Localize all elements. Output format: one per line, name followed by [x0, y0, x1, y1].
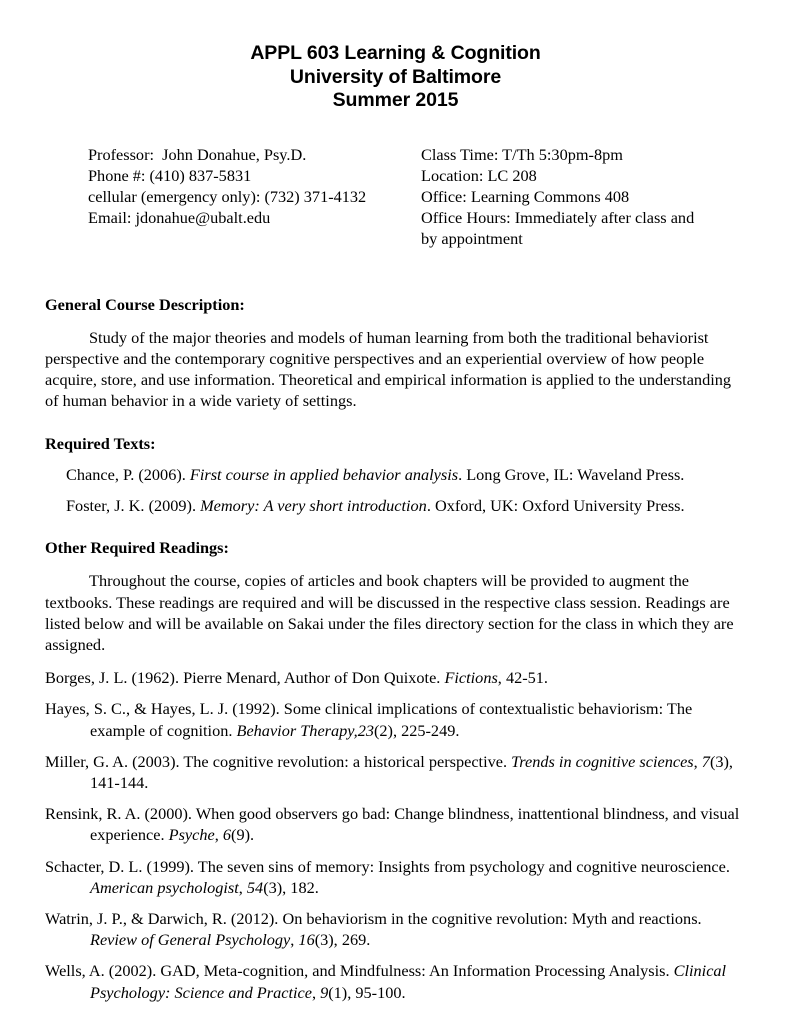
heading-required-texts: Required Texts:	[45, 433, 156, 453]
reference-text: ,	[214, 825, 223, 845]
reference-source-title: Trends in cognitive sciences	[511, 751, 694, 771]
contact-cellular: cellular (emergency only): (732) 371-4132	[88, 186, 367, 206]
required-text-entry	[66, 495, 744, 516]
reference-entry	[45, 698, 744, 750]
paragraph-general-course-description: Study of the major theories and models of human learning from both the traditional behaviorist perspective and the contemporary cognitive perspectives and an experiential overview of how people acquire, store, and use information. Theoretical and empirical information is applied to the understanding of human behavior in a wide variety of settings.	[45, 327, 732, 411]
reference-text: Watrin, J. P., & Darwich, R. (2012). On behaviorism in the cognitive revolution: Myth and reactions.	[45, 908, 702, 928]
required-text-publisher: . Long Grove, IL: Waveland Press.	[458, 464, 685, 484]
reference-entry	[45, 856, 744, 908]
contact-office-hours: Office Hours: Immediately after class and	[421, 207, 695, 227]
reference-text: Miller, G. A. (2003). The cognitive revolution: a historical perspective.	[45, 751, 512, 771]
reference-text: Wells, A. (2002). GAD, Meta-cognition, and Mindfulness: An Information Processing Analysis.	[45, 961, 674, 981]
reference-source-title: Psyche	[168, 825, 215, 845]
required-text-authors-year: Foster, J. K. (2009).	[66, 495, 201, 515]
contact-location: Location: LC 208	[421, 165, 537, 185]
required-text-title: Memory: A very short introduction	[200, 495, 427, 515]
reference-text: Hayes, S. C., & Hayes, L. J. (1992). Some clinical implications of contextualistic behaviorism: The example of cognition.	[45, 699, 693, 740]
contact-class-time: Class Time: T/Th 5:30pm-8pm	[421, 144, 623, 164]
heading-other-required-readings: Other Required Readings:	[45, 538, 229, 558]
reference-text: (9).	[231, 825, 255, 845]
required-text-publisher: . Oxford, UK: Oxford University Press.	[426, 495, 685, 515]
document-body	[45, 249, 744, 1003]
contact-column-logistics	[421, 144, 791, 249]
contact-phone: Phone #: (410) 837-5831	[88, 165, 252, 185]
reference-entry	[45, 960, 744, 1002]
reference-text: (3), 269.	[314, 930, 371, 950]
contact-office: Office: Learning Commons 408	[421, 186, 630, 206]
reference-list	[45, 667, 744, 1003]
reference-text: ,	[290, 930, 299, 950]
reference-text: ,	[238, 877, 247, 897]
reference-volume: 23	[357, 720, 374, 740]
reference-text: Borges, J. L. (1962). Pierre Menard, Author of Don Quixote.	[45, 668, 445, 688]
heading-general-course-description: General Course Description:	[45, 294, 245, 314]
reference-volume: 7	[701, 751, 710, 771]
title-line-term: Summer 2015	[332, 89, 459, 111]
paragraph-other-required-readings: Throughout the course, copies of articles and book chapters will be provided to augment the textbooks. These readings are required and will be discussed in the respective class session. Readings are listed below and will be available on Sakai under the files directory section for the class in which they are assigned.	[45, 571, 734, 654]
spacer-before-general-description	[45, 249, 744, 294]
reference-volume: 16	[298, 930, 315, 950]
reference-source-title: American psychologist	[90, 877, 239, 897]
reference-text: Rensink, R. A. (2000). When good observers go bad: Change blindness, inattentional blindness, and visual experience.	[45, 804, 740, 845]
document-title-block	[0, 42, 791, 113]
reference-entry	[45, 667, 744, 698]
spacer-before-other-readings	[45, 516, 744, 537]
contact-professor: Professor: John Donahue, Psy.D.	[88, 144, 307, 164]
required-texts-list	[45, 464, 744, 516]
reference-text: (3), 141-144.	[90, 751, 733, 792]
required-text-authors-year: Chance, P. (2006).	[66, 464, 190, 484]
contact-office-hours-cont: by appointment	[421, 228, 523, 248]
title-line-course: APPL 603 Learning & Cognition	[250, 42, 541, 64]
contact-column-instructor	[88, 144, 421, 228]
reference-text: (1), 95-100.	[328, 982, 406, 1002]
reference-text: (3), 182.	[263, 877, 319, 897]
reference-source-title: Review of General Psychology	[90, 930, 291, 950]
title-line-university: University of Baltimore	[289, 65, 502, 88]
reference-text: Schacter, D. L. (1999). The seven sins of memory: Insights from psychology and cognitive neuroscience.	[45, 856, 730, 876]
reference-entry	[45, 803, 744, 855]
reference-source-title: Fictions	[444, 668, 498, 688]
reference-entry	[45, 751, 744, 803]
reference-text: , 42-51.	[497, 668, 548, 688]
contact-info-block	[88, 144, 791, 249]
contact-email: Email: jdonahue@ubalt.edu	[88, 207, 271, 227]
reference-source-title: Clinical Psychology: Science and Practice	[90, 961, 727, 1002]
reference-volume: 9	[320, 982, 329, 1002]
reference-text: (2), 225-249.	[373, 720, 460, 740]
reference-text: ,	[693, 751, 702, 771]
required-text-entry	[66, 464, 744, 495]
reference-text: ,	[311, 982, 321, 1002]
reference-source-title: Behavior Therapy,	[236, 720, 358, 740]
reference-volume: 54	[246, 877, 264, 897]
reference-entry	[45, 908, 744, 960]
spacer-before-required-texts	[45, 412, 744, 433]
required-text-title: First course in applied behavior analysis	[189, 464, 459, 484]
reference-volume: 6	[222, 825, 232, 845]
